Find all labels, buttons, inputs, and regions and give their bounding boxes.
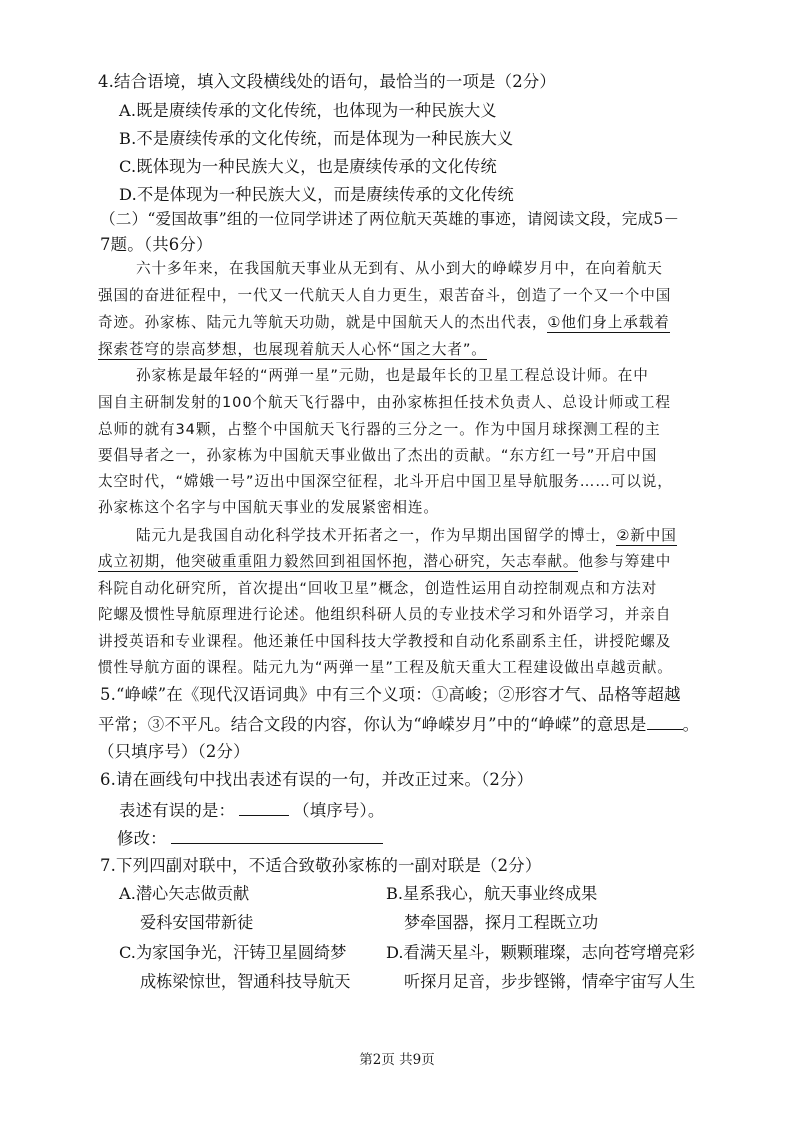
passage-p2-line3: 总师的就有34颗，占整个中国航天飞行器的三分之一。作为中国月球探测工程的主 [98,421,661,438]
q5-line2-end: 。 [682,715,700,734]
q7-option-a-line2: 爱科安国带新徒 [140,913,254,932]
passage-p3-line1 [136,524,677,548]
q7-option-c-line2: 成栋梁惊世，智通科技导航天 [140,972,351,991]
q4-stem: 4.结合语境，填入文段横线处的语句，最恰当的一项是（2分） [98,72,557,91]
q4-option-d: D.不是体现为一种民族大义，而是赓续传承的文化传统 [119,185,514,204]
q7-option-b-line2: 梦牵国器，探月工程既立功 [404,913,599,932]
q6-wrong-label: 表述有误的是： [119,801,236,820]
passage-p1-line1: 六十多年来，在我国航天事业从无到有、从小到大的峥嵘岁月中，在向着航天 [136,260,663,277]
passage-p2-line5: 太空时代，“嫦娥一号”迈出中国深空征程，北斗开启中国卫星导航服务……可以说， [98,473,673,490]
passage-p3-line3: 科院自动化研究所，首次提出“回收卫星”概念，创造性运用自动控制观点和方法对 [98,580,658,597]
passage-p3-line5: 讲授英语和专业课程。他还兼任中国科技大学教授和自动化系副系主任，讲授陀螺及 [98,633,672,650]
group-intro-line2: 7题。（共6分） [100,235,213,254]
q7-option-c-line1: C.为家国争光，汗铸卫星圆绮梦 [119,943,347,962]
q5-line2 [98,712,699,737]
passage-p1-line4 [98,338,487,362]
passage-p3-line2-text: 他参与筹建中 [578,553,672,570]
q7-option-a-line1: A.潜心矢志做贡献 [119,884,250,903]
q7-option-b-line1: B.星系我心，航天事业终成果 [386,884,598,903]
passage-p2-line4: 要倡导者之一，孙家栋为中国航天事业做出了杰出的贡献。“东方红一号”开启中国 [98,447,658,464]
underlined-sentence-2-start: ②新中国 [616,527,677,544]
underlined-sentence-1-end: 探索苍穹的崇高梦想，也展现着航天人心怀“国之大者”。 [98,341,487,358]
page-footer: 第2页 共9页 [359,1052,435,1068]
group-intro-line1: （二）“爱国故事”组的一位同学讲述了两位航天英雄的事迹，请阅读文段，完成5－ [100,210,680,228]
passage-p1-line2: 强国的奋进征程中，一代又一代航天人自力更生，艰苦奋斗，创造了一个又一个中国 [98,287,672,304]
passage-p3-line6: 惯性导航方面的课程。陆元九为“两弹一星”工程及航天重大工程建设做出卓越贡献。 [98,659,673,676]
passage-p3-line2 [98,550,671,574]
q7-option-d-line2: 听探月足音，步步铿锵，情牵宇宙写人生 [404,972,696,991]
q6-fix-line [117,826,383,851]
underlined-sentence-2-end: 成立初期，他突破重重阻力毅然回到祖国怀抱，潜心研究，矢志奉献。 [98,553,579,570]
q4-option-b: B.不是赓续传承的文化传统，而是体现为一种民族大义 [119,129,514,148]
passage-p1-line3 [98,311,670,335]
passage-p2-line6: 孙家栋这个名字与中国航天事业的发展紧密相连。 [98,499,439,516]
q7-option-d-line1: D.看满天星斗，颗颗璀璨，志向苍穹增亮彩 [386,943,695,962]
q6-wrong-line [119,798,384,823]
q5-line3: （只填序号）（2分） [98,742,250,761]
passage-p3-line4: 陀螺及惯性导航原理进行论述。他组织科研人员的专业技术学习和外语学习，并亲自 [98,606,672,623]
q6-wrong-suffix: （填序号）。 [293,801,385,820]
passage-p2-line2: 国自主研制发射的100个航天飞行器中，由孙家栋担任技术负责人、总设计师或工程 [98,394,671,411]
q4-option-c: C.既体现为一种民族大义，也是赓续传承的文化传统 [119,157,497,176]
q7-stem: 7.下列四副对联中，不适合致敬孙家栋的一副对联是（2分） [100,856,542,875]
q6-fix-blank[interactable] [171,826,383,844]
q6-fix-label: 修改： [117,829,167,848]
q6-wrong-blank[interactable] [239,798,289,816]
q4-option-a: A.既是赓续传承的文化传统，也体现为一种民族大义 [119,101,497,120]
underlined-sentence-1-start: ①他们身上承载着 [547,314,670,331]
q5-answer-blank[interactable] [647,712,683,730]
q6-stem: 6.请在画线句中找出表述有误的一句，并改正过来。（2分） [100,770,534,789]
q5-line1: 5.“峥嵘”在《现代汉语词典》中有三个义项：①高峻；②形容才气、品格等超越 [100,685,681,704]
q5-line2-text: 平常；③不平凡。结合文段的内容，你认为“峥嵘岁月”中的“峥嵘”的意思是 [98,715,647,734]
passage-p3-line1-text: 陆元九是我国自动化科学技术开拓者之一，作为早期出国留学的博士， [136,527,617,544]
passage-p2-line1: 孙家栋是最年轻的“两弹一星”元勋，也是最年长的卫星工程总设计师。在中 [136,367,649,384]
passage-p1-line3-text: 奇迹。孙家栋、陆元九等航天功勋，就是中国航天人的杰出代表， [98,314,548,331]
